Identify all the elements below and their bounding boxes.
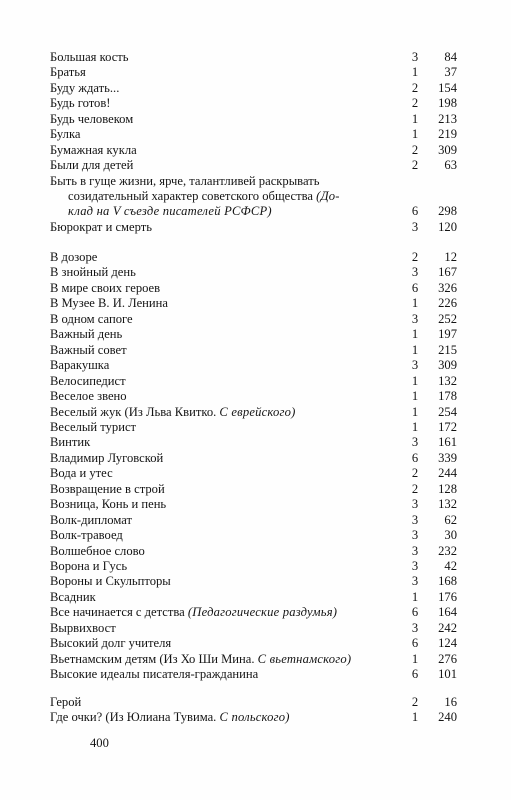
entry-title-continued [68, 204, 272, 219]
entry-page: 120 [438, 219, 457, 234]
entry-page: 167 [438, 265, 457, 280]
entry-volume: 1 [411, 373, 419, 388]
entry-title: Винтик [50, 435, 91, 450]
entry-page: 161 [438, 435, 457, 450]
index-entry [0, 374, 511, 389]
entry-volume: 3 [411, 265, 419, 280]
entry-volume: 2 [411, 466, 419, 481]
entry-title: Высокие идеалы писателя-гражданина [50, 667, 259, 682]
index-entry [0, 327, 511, 342]
entry-volume: 2 [411, 142, 419, 157]
entry-volume: 2 [411, 481, 419, 496]
entry-volume: 2 [411, 80, 419, 95]
entry-page: 326 [438, 280, 457, 295]
entry-title: Бюрократ и смерть [50, 219, 152, 234]
index-entry [0, 513, 511, 528]
entry-volume: 1 [411, 342, 419, 357]
entry-volume: 1 [411, 111, 419, 126]
entry-volume: 3 [411, 574, 419, 589]
entry-title: Вьетнамским детям (Из Хо Ши Мина. С вьетнамского) [50, 651, 352, 666]
entry-page: 132 [438, 373, 457, 388]
entry-title-italic: (Педагогические раздумья) [187, 605, 338, 620]
index-entry [0, 174, 511, 220]
entry-title: Ворона и Гусь [50, 559, 128, 573]
entry-title: Волшебное слово [50, 543, 145, 558]
entry-title: Владимир Луговской [50, 450, 164, 465]
index-entry [0, 265, 511, 280]
entry-title: Буду ждать... [50, 80, 120, 95]
index-entry [0, 574, 511, 589]
entry-title: Возница, Конь и пень [50, 497, 167, 512]
entry-page: 178 [438, 389, 457, 404]
entry-page: 226 [438, 296, 457, 311]
entry-volume: 3 [411, 50, 419, 64]
entry-page: 244 [438, 466, 457, 481]
entry-volume: 3 [411, 435, 419, 450]
entry-volume: 1 [411, 589, 419, 604]
entry-title: Варакушка [50, 358, 110, 373]
entry-title: Волк-травоед [50, 528, 123, 543]
entry-title: Были для детей [50, 158, 134, 173]
entry-title: Герой [50, 695, 82, 709]
index-entry [0, 435, 511, 450]
entry-title: Булка [50, 127, 81, 142]
entry-page: 101 [438, 667, 457, 682]
entry-volume: 1 [411, 651, 419, 666]
index-entry [0, 405, 511, 420]
entry-volume: 6 [411, 204, 419, 219]
entry-title: Будь готов! [50, 96, 111, 111]
entry-volume: 1 [411, 389, 419, 404]
entry-title: Велосипедист [50, 373, 126, 388]
index-entry [0, 65, 511, 80]
entry-volume: 3 [411, 311, 419, 326]
entry-title: Быть в гуще жизни, ярче, талантливей раскрывать [50, 173, 320, 188]
index-entry [0, 451, 511, 466]
index-entry [0, 667, 511, 682]
index-entry [0, 220, 511, 235]
entry-page: 37 [444, 65, 457, 80]
page-number: 400 [90, 736, 109, 750]
entry-title-italic: С польского) [219, 710, 290, 725]
entry-volume: 6 [411, 605, 419, 620]
index-entry [0, 112, 511, 127]
entry-page: 232 [438, 543, 457, 558]
entry-volume: 1 [411, 127, 419, 142]
entry-page: 128 [438, 481, 457, 496]
entry-page: 154 [438, 80, 457, 95]
entry-page: 242 [438, 620, 457, 635]
index-entry [0, 281, 511, 296]
entry-page: 252 [438, 311, 457, 326]
index-entry [0, 358, 511, 373]
index-entry [0, 343, 511, 358]
entry-volume: 6 [411, 280, 419, 295]
entry-title: В Музее В. И. Ленина [50, 296, 168, 311]
index-entry [0, 636, 511, 651]
entry-title: Вырвихвост [50, 620, 116, 635]
entry-page: 42 [444, 559, 457, 573]
entry-volume: 1 [411, 710, 419, 725]
entry-title: Возвращение в строй [50, 481, 165, 496]
entry-volume: 2 [411, 96, 419, 111]
entry-page: 309 [438, 142, 457, 157]
entry-volume: 3 [411, 512, 419, 527]
entry-page: 339 [438, 450, 457, 465]
entry-volume: 1 [411, 327, 419, 342]
index-entry [0, 605, 511, 620]
entry-title: Будь человеком [50, 111, 134, 126]
entry-title-italic: С еврейского) [219, 404, 296, 419]
entry-volume: 3 [411, 219, 419, 234]
entry-page: 168 [438, 574, 457, 589]
entry-volume: 6 [411, 667, 419, 682]
entry-title: Где очки? (Из Юлиана Тувима. С польского) [50, 710, 290, 725]
entry-title: В дозоре [50, 250, 98, 264]
entry-page: 164 [438, 605, 457, 620]
entry-title: В одном сапоге [50, 311, 133, 326]
index-entry [0, 296, 511, 311]
entry-volume: 3 [411, 559, 419, 573]
entry-page: 198 [438, 96, 457, 111]
entry-title: Веселый жук (Из Льва Квитко. С еврейского) [50, 404, 296, 419]
index-entry [0, 50, 511, 65]
entry-volume: 1 [411, 419, 419, 434]
entry-volume: 3 [411, 543, 419, 558]
entry-page: 298 [438, 204, 457, 219]
index-entry [0, 590, 511, 605]
entry-volume: 6 [411, 636, 419, 651]
index-entry [0, 96, 511, 111]
entry-volume: 3 [411, 497, 419, 512]
index-entry [0, 497, 511, 512]
entry-title: В знойный день [50, 265, 136, 280]
index-entry [0, 559, 511, 574]
index-entry [0, 466, 511, 481]
entry-title: Всадник [50, 589, 96, 604]
entry-page: 124 [438, 636, 457, 651]
entry-page: 176 [438, 589, 457, 604]
entry-page: 63 [444, 158, 457, 173]
entry-title: Вода и утес [50, 466, 113, 481]
entry-volume: 2 [411, 695, 419, 709]
index-entry [0, 652, 511, 667]
entry-page: 172 [438, 419, 457, 434]
entry-title: Веселый турист [50, 419, 137, 434]
entry-title: Волк-дипломат [50, 512, 133, 527]
entry-volume: 1 [411, 65, 419, 80]
index-entry [0, 710, 511, 725]
entry-title: Вороны и Скульпторы [50, 574, 171, 589]
entry-title-italic: (До- [316, 189, 340, 204]
index-entry [0, 81, 511, 96]
entry-page: 240 [438, 710, 457, 725]
entry-title-continued: созидательный характер советского общества (До- [68, 189, 340, 204]
entry-volume: 1 [411, 404, 419, 419]
index-entry [0, 420, 511, 435]
entry-page: 254 [438, 404, 457, 419]
entry-page: 213 [438, 111, 457, 126]
entry-title-italic: С вьетнамского) [257, 651, 352, 666]
entry-volume: 1 [411, 296, 419, 311]
entry-title: В мире своих героев [50, 280, 161, 295]
entry-page: 84 [444, 50, 457, 64]
entry-volume: 3 [411, 358, 419, 373]
index-entry [0, 621, 511, 636]
entry-volume: 3 [411, 528, 419, 543]
entry-volume: 2 [411, 158, 419, 173]
entry-title: Веселое звено [50, 389, 127, 404]
entry-title: Братья [50, 65, 86, 80]
index-entry [0, 143, 511, 158]
entry-title-italic: клад на V съезде писателей РСФСР) [68, 204, 272, 219]
entry-page: 30 [444, 528, 457, 543]
entry-page: 12 [444, 250, 457, 264]
index-entry [0, 695, 511, 710]
index-entry [0, 482, 511, 497]
entry-title: Важный совет [50, 342, 127, 357]
index-entry [0, 528, 511, 543]
index-entry [0, 389, 511, 404]
entry-volume: 3 [411, 620, 419, 635]
entry-title: Все начинается с детства (Педагогические раздумья) [50, 605, 338, 620]
entry-title: Большая кость [50, 50, 129, 64]
entry-page: 62 [444, 512, 457, 527]
index-entry [0, 544, 511, 559]
entry-volume: 6 [411, 450, 419, 465]
entry-title: Важный день [50, 327, 123, 342]
entry-title: Высокий долг учителя [50, 636, 172, 651]
entry-page: 219 [438, 127, 457, 142]
entry-title: Бумажная кукла [50, 142, 137, 157]
entry-page: 197 [438, 327, 457, 342]
entry-page: 16 [444, 695, 457, 709]
index-entry [0, 250, 511, 265]
index-entry [0, 158, 511, 173]
index-entry [0, 312, 511, 327]
entry-page: 309 [438, 358, 457, 373]
entry-page: 132 [438, 497, 457, 512]
entry-page: 215 [438, 342, 457, 357]
index-entry [0, 127, 511, 142]
entry-volume: 2 [411, 250, 419, 264]
entry-page: 276 [438, 651, 457, 666]
